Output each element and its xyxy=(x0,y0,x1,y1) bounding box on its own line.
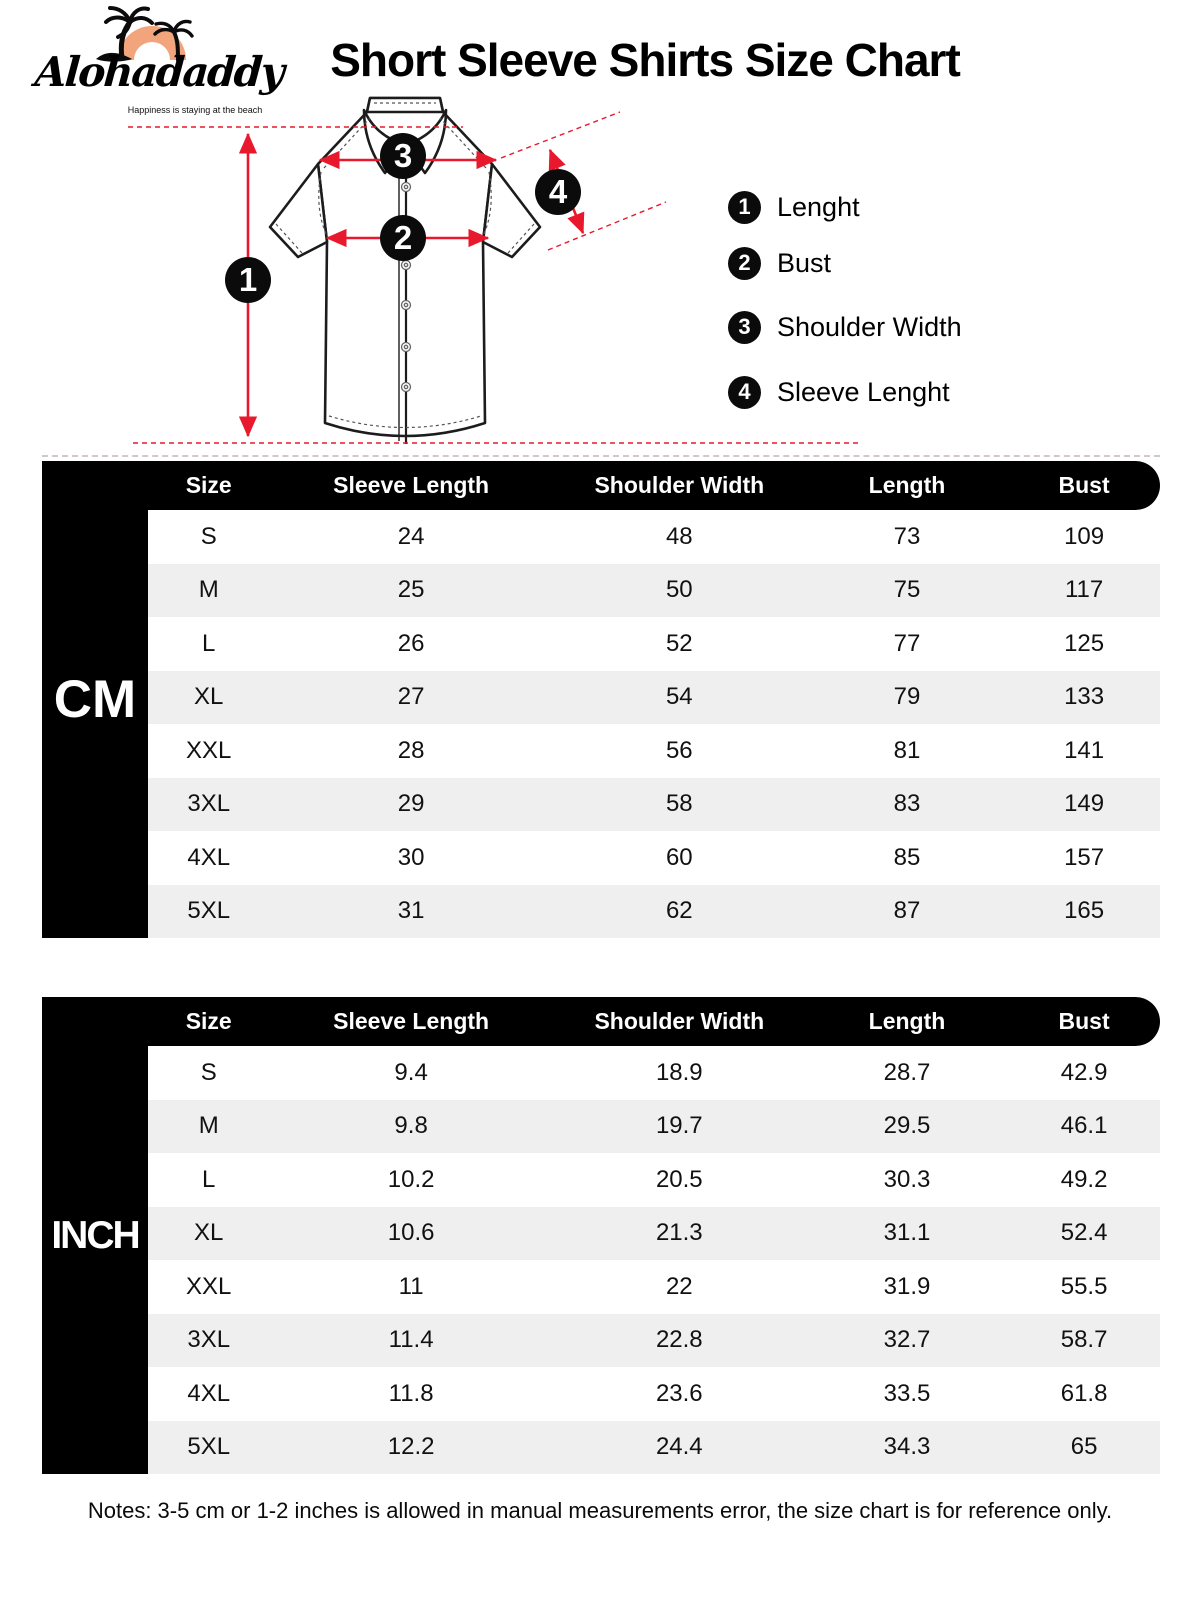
svg-text:3: 3 xyxy=(393,137,413,174)
brand-name: Alohadaddy xyxy=(33,48,285,96)
value-cell: 30.3 xyxy=(883,1165,931,1193)
value-cell: 60 xyxy=(665,843,693,871)
right-sleeve xyxy=(483,164,540,257)
value-cell: 65 xyxy=(1070,1433,1098,1461)
divider-dashed-line xyxy=(42,455,1160,457)
value-cell: 58.7 xyxy=(1060,1326,1108,1354)
table-row xyxy=(148,510,1160,564)
size-table-cm xyxy=(42,461,1160,938)
size-cell: 3XL xyxy=(187,790,231,818)
value-cell: 18.9 xyxy=(655,1058,703,1086)
value-cell: 28.7 xyxy=(883,1058,931,1086)
left-sleeve xyxy=(270,164,327,257)
column-header: Length xyxy=(868,1008,946,1034)
size-cell: L xyxy=(202,1165,216,1193)
table-row xyxy=(148,724,1160,778)
value-cell: 25 xyxy=(397,576,425,604)
size-cell: M xyxy=(198,1112,219,1140)
value-cell: 54 xyxy=(665,683,693,711)
legend-label: Sleeve Lenght xyxy=(777,376,950,407)
legend-item-sleeve-length xyxy=(728,375,950,409)
size-cell: XL xyxy=(194,1219,224,1247)
value-cell: 79 xyxy=(893,683,921,711)
value-cell: 157 xyxy=(1064,843,1105,871)
value-cell: 87 xyxy=(893,897,921,925)
legend-badge-2-icon: 2 xyxy=(728,247,761,280)
value-cell: 55.5 xyxy=(1060,1272,1108,1300)
value-cell: 83 xyxy=(893,790,921,818)
value-cell: 29.5 xyxy=(883,1112,931,1140)
legend-label: Bust xyxy=(777,247,832,278)
value-cell: 58 xyxy=(665,790,693,818)
sleeve-guide-dashed-top xyxy=(501,112,620,158)
value-cell: 9.8 xyxy=(394,1112,428,1140)
collar-band xyxy=(367,98,443,112)
value-cell: 28 xyxy=(397,736,425,764)
svg-text:4: 4 xyxy=(548,173,568,210)
value-cell: 109 xyxy=(1064,522,1105,550)
value-cell: 29 xyxy=(397,790,425,818)
value-cell: 49.2 xyxy=(1060,1165,1108,1193)
column-header: Size xyxy=(185,1008,232,1034)
value-cell: 61.8 xyxy=(1060,1379,1108,1407)
table-rows xyxy=(148,510,1160,938)
value-cell: 85 xyxy=(893,843,921,871)
legend-item-shoulder-width xyxy=(728,310,962,344)
value-cell: 117 xyxy=(1064,576,1104,604)
value-cell: 27 xyxy=(397,683,425,711)
value-cell: 73 xyxy=(893,522,921,550)
value-cell: 31 xyxy=(397,897,425,925)
value-cell: 12.2 xyxy=(387,1433,435,1461)
value-cell: 22.8 xyxy=(655,1326,703,1354)
value-cell: 33.5 xyxy=(883,1379,931,1407)
table-row xyxy=(148,671,1160,725)
table-row xyxy=(148,778,1160,832)
legend-label: Shoulder Width xyxy=(777,311,962,342)
value-cell: 125 xyxy=(1064,629,1105,657)
unit-label-inch: INCH xyxy=(42,997,148,1474)
unit-label-cm: CM xyxy=(42,461,148,938)
table-row xyxy=(148,1046,1160,1100)
size-cell: 4XL xyxy=(187,1379,231,1407)
value-cell: 46.1 xyxy=(1060,1112,1108,1140)
value-cell: 81 xyxy=(893,736,921,764)
notes-text: Notes: 3-5 cm or 1-2 inches is allowed in manual measurements error, the size chart is for reference only. xyxy=(87,1498,1113,1523)
value-cell: 24 xyxy=(397,522,425,550)
value-cell: 24.4 xyxy=(655,1433,703,1461)
legend-label: Lenght xyxy=(777,191,860,222)
svg-text:1: 1 xyxy=(238,261,258,298)
value-cell: 20.5 xyxy=(655,1165,703,1193)
size-cell: S xyxy=(200,522,217,550)
size-cell: XL xyxy=(194,683,224,711)
legend-item-bust xyxy=(728,246,831,280)
value-cell: 56 xyxy=(665,736,693,764)
value-cell: 11 xyxy=(398,1272,424,1300)
page-title: Short Sleeve Shirts Size Chart xyxy=(330,34,960,86)
value-cell: 30 xyxy=(397,843,425,871)
value-cell: 75 xyxy=(893,576,921,604)
measurement-legend xyxy=(728,190,1048,430)
table-row xyxy=(148,1260,1160,1314)
value-cell: 26 xyxy=(397,629,425,657)
value-cell: 77 xyxy=(893,629,921,657)
value-cell: 9.4 xyxy=(394,1058,428,1086)
table-row xyxy=(148,617,1160,671)
column-header: Size xyxy=(185,472,232,498)
value-cell: 32.7 xyxy=(883,1326,931,1354)
value-cell: 141 xyxy=(1064,736,1105,764)
value-cell: 23.6 xyxy=(655,1379,703,1407)
size-cell: 5XL xyxy=(187,1433,231,1461)
legend-badge-4-icon: 4 xyxy=(728,376,761,409)
value-cell: 165 xyxy=(1064,897,1105,925)
value-cell: 52 xyxy=(665,629,693,657)
column-header: Sleeve Length xyxy=(333,1008,490,1034)
table-row xyxy=(148,564,1160,618)
value-cell: 11.8 xyxy=(388,1379,434,1407)
value-cell: 31.9 xyxy=(883,1272,931,1300)
column-header: Shoulder Width xyxy=(594,1008,765,1034)
value-cell: 133 xyxy=(1064,683,1105,711)
size-cell: L xyxy=(202,629,216,657)
value-cell: 34.3 xyxy=(883,1433,931,1461)
value-cell: 50 xyxy=(665,576,693,604)
table-header-row xyxy=(42,997,1160,1046)
size-cell: 3XL xyxy=(187,1326,231,1354)
value-cell: 10.2 xyxy=(387,1165,435,1193)
legend-item-length xyxy=(728,190,860,224)
value-cell: 11.4 xyxy=(388,1326,434,1354)
table-row xyxy=(148,1421,1160,1475)
size-table-inch xyxy=(42,997,1160,1474)
table-row xyxy=(148,885,1160,939)
table-header-row xyxy=(42,461,1160,510)
measure-badge-4 xyxy=(535,169,581,215)
measure-badge-1 xyxy=(225,257,271,303)
column-header: Length xyxy=(868,472,946,498)
value-cell: 21.3 xyxy=(655,1219,703,1247)
size-cell: XXL xyxy=(186,736,232,764)
size-cell: 4XL xyxy=(187,843,231,871)
column-header: Sleeve Length xyxy=(333,472,490,498)
value-cell: 52.4 xyxy=(1060,1219,1108,1247)
value-cell: 31.1 xyxy=(883,1219,931,1247)
value-cell: 149 xyxy=(1064,790,1105,818)
table-row xyxy=(148,1367,1160,1421)
value-cell: 22 xyxy=(665,1272,693,1300)
brand-tagline: Happiness is staying at the beach xyxy=(127,105,263,115)
column-header: Bust xyxy=(1058,472,1110,498)
legend-badge-3-icon: 3 xyxy=(728,311,761,344)
table-rows xyxy=(148,1046,1160,1474)
table-row xyxy=(148,831,1160,885)
legend-badge-1-icon: 1 xyxy=(728,191,761,224)
table-row xyxy=(148,1314,1160,1368)
size-cell: S xyxy=(200,1058,217,1086)
table-row xyxy=(148,1100,1160,1154)
size-cell: M xyxy=(198,576,219,604)
measure-badge-3 xyxy=(380,133,426,179)
value-cell: 48 xyxy=(665,522,693,550)
value-cell: 42.9 xyxy=(1060,1058,1108,1086)
value-cell: 19.7 xyxy=(655,1112,703,1140)
column-header: Shoulder Width xyxy=(594,472,765,498)
svg-text:2: 2 xyxy=(393,219,413,256)
measure-badge-2 xyxy=(380,215,426,261)
column-header: Bust xyxy=(1058,1008,1110,1034)
table-row xyxy=(148,1153,1160,1207)
value-cell: 62 xyxy=(665,897,693,925)
value-cell: 10.6 xyxy=(387,1219,435,1247)
size-cell: XXL xyxy=(186,1272,232,1300)
table-row xyxy=(148,1207,1160,1261)
size-cell: 5XL xyxy=(187,897,231,925)
